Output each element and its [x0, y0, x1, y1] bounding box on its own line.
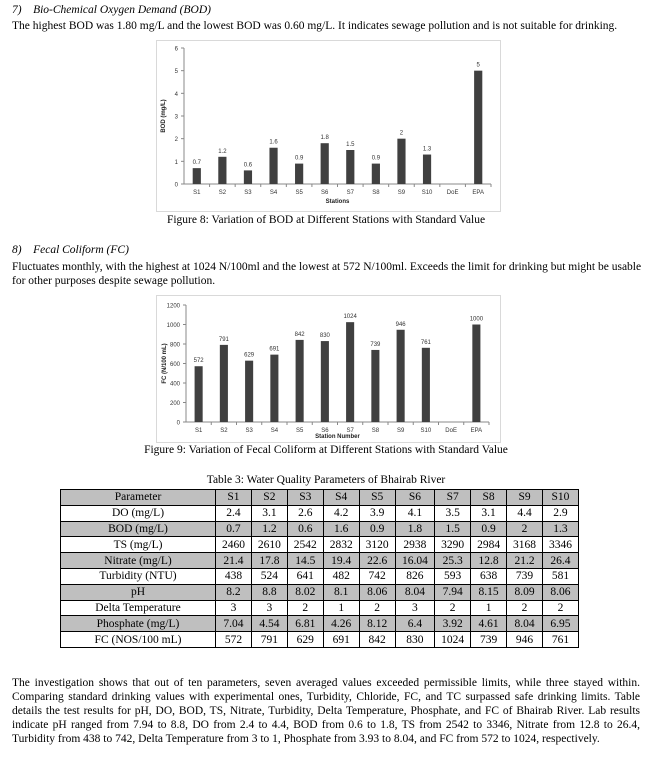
data-label: 1024: [343, 314, 357, 321]
table-cell: 438: [216, 568, 252, 584]
table-row-label: DO (mg/L): [61, 505, 216, 521]
table-row: [61, 600, 579, 616]
table-cell: 21.4: [216, 553, 252, 569]
table-cell: 2984: [471, 537, 507, 553]
table-cell: 8.06: [542, 584, 578, 600]
table-cell: 0.9: [471, 521, 507, 537]
figure-9-caption: Figure 9: Variation of Fecal Coliform at Different Stations with Standard Value: [144, 444, 508, 456]
bar: [220, 345, 228, 422]
table-cell: 8.09: [507, 584, 543, 600]
table-cell: 2: [507, 521, 543, 537]
table-cell: 26.4: [542, 553, 578, 569]
table-cell: 7.94: [435, 584, 471, 600]
bar: [422, 348, 430, 422]
table-cell: 3.92: [435, 616, 471, 632]
bar: [193, 168, 201, 184]
bar: [244, 170, 252, 184]
bar: [245, 361, 253, 422]
table-row: [61, 537, 579, 553]
x-tick-label: S4: [270, 428, 279, 434]
table-header-parameter: Parameter: [61, 490, 216, 506]
x-tick-label: S1: [193, 190, 201, 196]
x-tick-label: S1: [194, 428, 203, 434]
table-cell: 6.81: [287, 616, 323, 632]
table-cell: 17.8: [251, 553, 287, 569]
x-tick-label: S9: [396, 428, 405, 434]
x-tick-label: S4: [269, 190, 278, 196]
table-cell: 3.1: [251, 505, 287, 521]
x-tick-label: S10: [421, 190, 433, 196]
table-cell: 761: [542, 632, 578, 648]
y-axis-title: FC (N/100 mL): [162, 343, 168, 384]
table-cell: 8.02: [287, 584, 323, 600]
bar: [371, 350, 379, 422]
table-cell: 4.26: [323, 616, 359, 632]
table-cell: 2: [359, 600, 395, 616]
y-tick-label: 400: [169, 381, 180, 388]
table-header-station: S5: [359, 490, 395, 506]
table-row: [61, 505, 579, 521]
data-label: 0.7: [192, 160, 201, 167]
x-tick-label: S5: [295, 190, 303, 196]
table-header-station: S9: [507, 490, 543, 506]
table-cell: 2: [435, 600, 471, 616]
data-label: 5: [476, 62, 480, 69]
data-label: 1000: [469, 316, 484, 323]
x-tick-label: S8: [372, 190, 380, 196]
data-label: 1.2: [218, 148, 227, 155]
table-cell: 3: [395, 600, 435, 616]
bar: [372, 164, 380, 184]
table-cell: 1024: [435, 632, 471, 648]
table-row: [61, 632, 579, 648]
table-row-label: FC (NOS/100 mL): [61, 632, 216, 648]
table-cell: 1: [471, 600, 507, 616]
table-cell: 524: [251, 568, 287, 584]
table-row-label: pH: [61, 584, 216, 600]
table-3-title: Table 3: Water Quality Parameters of Bhairab River: [206, 474, 446, 486]
bar: [397, 330, 405, 422]
bar: [423, 155, 431, 184]
x-tick-label: S2: [218, 190, 227, 196]
table-cell: 3.9: [359, 505, 395, 521]
bar: [346, 322, 354, 422]
x-tick-label: S3: [244, 190, 252, 196]
table-cell: 1: [323, 600, 359, 616]
bar: [472, 325, 480, 423]
data-label: 1.5: [346, 142, 355, 148]
table-cell: 2.6: [287, 505, 323, 521]
table-header-station: S1: [216, 490, 252, 506]
table-cell: 4.61: [471, 616, 507, 632]
table-cell: 25.3: [435, 553, 471, 569]
table-cell: 1.3: [542, 521, 578, 537]
table-cell: 2610: [251, 537, 287, 553]
conclusion-text: The investigation shows that out of ten parameters, seven averaged values exceeded permissible limits, while three stayed within. Comparing standard drinking values with experimental ones, Turbidity, Chloride, FC, and TC surpassed safe drinking limits. Table details the test results for pH, DO, BOD, TS, Nitrate, Turbidity, Delta Temperature, Phosphate, and FC of Bhairab River. Lab results indicate pH ranged from 7.94 to 8.8, DO from 2.4 to 4.4, BOD from 0.6 to 1.8, TS from 2542 to 3346, Nitrate from 12.8 to 26.4, Turbidity from 438 to 742, Delta Temperature from 3 to 1, Phosphate from 3.93 to 8.04, and FC from 572 to 1024, respectively.: [12, 677, 640, 745]
y-tick-label: 0: [176, 420, 180, 427]
table-cell: 791: [251, 632, 287, 648]
table-cell: 581: [542, 568, 578, 584]
section-8-title: 8) Fecal Coliform (FC): [12, 244, 129, 256]
table-header-station: S8: [471, 490, 507, 506]
table-header-station: S6: [395, 490, 435, 506]
table-cell: 6.95: [542, 616, 578, 632]
table-cell: 14.5: [287, 553, 323, 569]
table-header-station: S3: [287, 490, 323, 506]
table-cell: 0.9: [359, 521, 395, 537]
table-cell: 8.06: [359, 584, 395, 600]
table-cell: 3.1: [471, 505, 507, 521]
table-cell: 641: [287, 568, 323, 584]
x-tick-label: S3: [245, 428, 253, 434]
table-cell: 8.04: [507, 616, 543, 632]
table-cell: 8.1: [323, 584, 359, 600]
table-cell: 7.04: [216, 616, 252, 632]
section-8-text: Fluctuates monthly, with the highest at 1024 N/100ml and the lowest at 572 N/100ml. Exceeds the limit for drinking but might be usable for other purposes despite sewage pollution.: [12, 261, 642, 287]
table-cell: 2832: [323, 537, 359, 553]
table-header-station: S10: [542, 490, 578, 506]
table-cell: 2460: [216, 537, 252, 553]
data-label: 1.8: [320, 135, 329, 142]
table-row-label: Turbidity (NTU): [61, 568, 216, 584]
fc-chart-svg: [156, 295, 501, 443]
section-7-text: The highest BOD was 1.80 mg/L and the lowest BOD was 0.60 mg/L. It indicates sewage pollution and is not suitable for drinking.: [12, 20, 618, 32]
x-axis-title: Stations: [325, 199, 350, 205]
table-cell: 2542: [287, 537, 323, 553]
data-label: 0.6: [243, 162, 253, 169]
table-cell: 12.8: [471, 553, 507, 569]
table-cell: 3168: [507, 537, 543, 553]
table-cell: 739: [507, 568, 543, 584]
data-label: 2: [399, 130, 404, 137]
table-cell: 1.2: [251, 521, 287, 537]
x-tick-label: S8: [371, 428, 380, 434]
table-cell: 2.4: [216, 505, 252, 521]
data-label: 791: [218, 336, 229, 343]
table-row-label: Delta Temperature: [61, 600, 216, 616]
table-cell: 8.2: [216, 584, 252, 600]
data-label: 1.3: [422, 146, 432, 153]
table-cell: 4.2: [323, 505, 359, 521]
data-label: 739: [370, 341, 381, 348]
y-tick-label: 800: [169, 342, 180, 349]
bar: [346, 150, 354, 184]
table-row: [61, 553, 579, 569]
data-label: 629: [244, 352, 255, 359]
table-row-label: TS (mg/L): [61, 537, 216, 553]
table-cell: 3346: [542, 537, 578, 553]
table-cell: 593: [435, 568, 471, 584]
bar: [321, 341, 329, 422]
x-tick-label: S6: [321, 190, 329, 196]
x-tick-label: S9: [397, 190, 406, 196]
table-cell: 3: [251, 600, 287, 616]
table-cell: 8.04: [395, 584, 435, 600]
table-row-label: BOD (mg/L): [61, 521, 216, 537]
table-cell: 842: [359, 632, 395, 648]
y-tick-label: 3: [174, 114, 178, 121]
data-label: 842: [294, 331, 305, 338]
x-axis-title: Station Number: [315, 434, 360, 440]
bar: [321, 143, 329, 184]
data-label: 830: [319, 333, 330, 340]
bar: [269, 148, 277, 184]
table-cell: 3120: [359, 537, 395, 553]
data-label: 572: [193, 358, 204, 365]
table-cell: 830: [395, 632, 435, 648]
bar: [295, 164, 303, 184]
table-header-row: [61, 490, 579, 506]
data-label: 691: [269, 346, 280, 353]
fc-chart: [156, 295, 501, 443]
data-label: 761: [420, 339, 431, 346]
table-header-station: S4: [323, 490, 359, 506]
y-tick-label: 600: [169, 362, 180, 368]
y-tick-label: 6: [174, 46, 178, 53]
table-cell: 826: [395, 568, 435, 584]
table-cell: 946: [507, 632, 543, 648]
bar: [195, 366, 203, 422]
data-label: 0.9: [371, 155, 381, 162]
table-cell: 3: [216, 600, 252, 616]
water-quality-table: [60, 489, 579, 648]
x-tick-label: EPA: [470, 428, 483, 434]
x-tick-label: EPA: [472, 190, 484, 196]
table-row: [61, 584, 579, 600]
x-tick-label: DoE: [445, 428, 457, 434]
table-cell: 3290: [435, 537, 471, 553]
data-label: 0.9: [294, 155, 304, 162]
bar: [270, 355, 278, 422]
figure-8-caption: Figure 8: Variation of BOD at Different Stations with Standard Value: [166, 214, 486, 226]
table-cell: 8.12: [359, 616, 395, 632]
x-tick-label: S5: [295, 428, 304, 434]
table-cell: 1.6: [323, 521, 359, 537]
section-7-title: 7) Bio-Chemical Oxygen Demand (BOD): [12, 4, 211, 16]
table-row-label: Nitrate (mg/L): [61, 553, 216, 569]
table-cell: 572: [216, 632, 252, 648]
y-tick-label: 4: [174, 91, 178, 98]
bod-chart: [156, 40, 501, 212]
x-tick-label: S6: [321, 428, 329, 434]
table-cell: 638: [471, 568, 507, 584]
y-axis-title: BOD (mg/L): [161, 99, 167, 133]
table-cell: 4.4: [507, 505, 543, 521]
bar: [296, 340, 304, 422]
y-tick-label: 2: [174, 137, 178, 144]
table-cell: 4.1: [395, 505, 435, 521]
table-cell: 0.6: [287, 521, 323, 537]
table-cell: 19.4: [323, 553, 359, 569]
table-cell: 0.7: [216, 521, 252, 537]
table-cell: 2: [542, 600, 578, 616]
table-header-station: S7: [435, 490, 471, 506]
table-cell: 2.9: [542, 505, 578, 521]
table-cell: 16.04: [395, 553, 435, 569]
table-cell: 2: [507, 600, 543, 616]
x-tick-label: S10: [420, 428, 432, 434]
table-cell: 1.8: [395, 521, 435, 537]
table-cell: 2938: [395, 537, 435, 553]
data-label: 946: [395, 321, 406, 328]
table-cell: 4.54: [251, 616, 287, 632]
table-cell: 629: [287, 632, 323, 648]
table-cell: 21.2: [507, 553, 543, 569]
table-cell: 8.15: [471, 584, 507, 600]
table-cell: 3.5: [435, 505, 471, 521]
table-cell: 691: [323, 632, 359, 648]
table-row: [61, 521, 579, 537]
x-tick-label: S7: [346, 428, 354, 434]
x-tick-label: DoE: [446, 190, 459, 196]
table-cell: 742: [359, 568, 395, 584]
table-cell: 739: [471, 632, 507, 648]
chart-frame: [157, 41, 501, 212]
data-label: 1.6: [269, 139, 278, 146]
y-tick-label: 1: [174, 159, 178, 166]
table-row: [61, 616, 579, 632]
y-tick-label: 1000: [166, 323, 180, 329]
table-cell: 8.8: [251, 584, 287, 600]
x-tick-label: S7: [346, 190, 354, 196]
table-cell: 22.6: [359, 553, 395, 569]
table-row: [61, 568, 579, 584]
y-tick-label: 200: [169, 401, 180, 407]
bod-chart-svg: [156, 40, 501, 212]
x-tick-label: S2: [220, 428, 228, 434]
bar: [397, 139, 405, 184]
y-tick-label: 0: [174, 182, 178, 189]
table-cell: 1.5: [435, 521, 471, 537]
bar: [474, 71, 482, 184]
table-cell: 6.4: [395, 616, 435, 632]
y-tick-label: 1200: [166, 303, 180, 310]
table-cell: 482: [323, 568, 359, 584]
table-row-label: Phosphate (mg/L): [61, 616, 216, 632]
table-header-station: S2: [251, 490, 287, 506]
y-tick-label: 5: [174, 69, 178, 76]
table-cell: 2: [287, 600, 323, 616]
table-body: [61, 505, 579, 647]
bar: [218, 157, 226, 184]
